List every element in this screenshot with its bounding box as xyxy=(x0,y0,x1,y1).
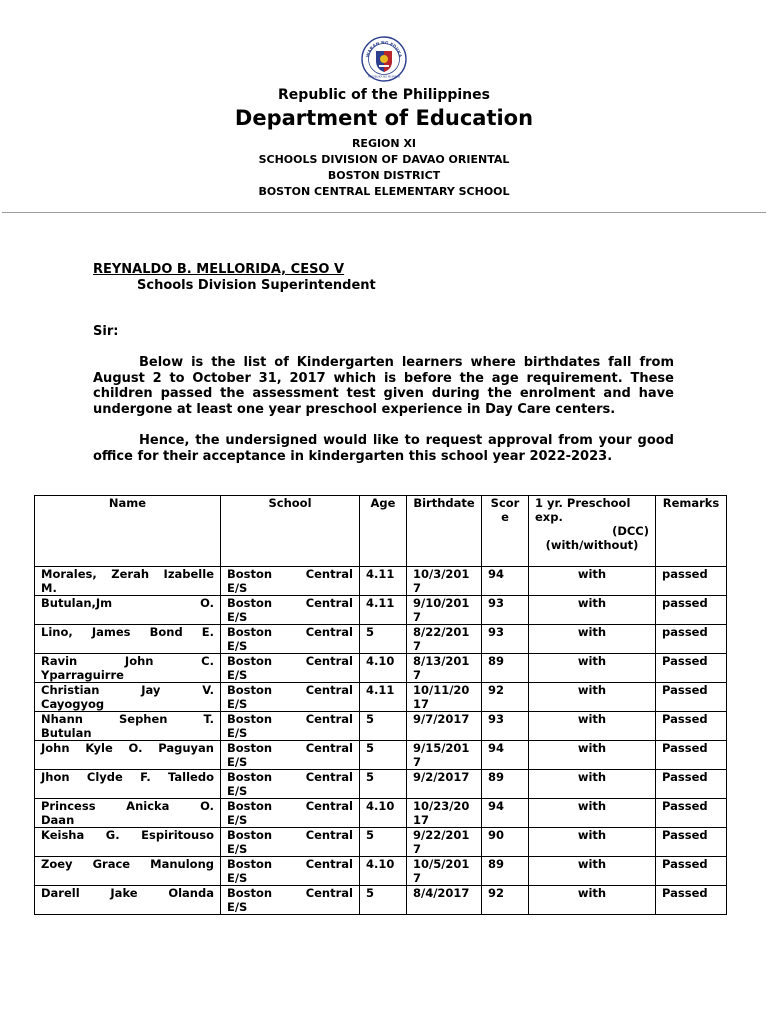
addressee-position: Schools Division Superintendent xyxy=(137,278,376,293)
age-cell: 4.10 xyxy=(360,857,407,886)
header-preschool-line3: (with/without) xyxy=(545,538,639,552)
school-cell xyxy=(221,799,360,828)
remarks-cell: passed xyxy=(656,596,727,625)
school-name-cont: E/S xyxy=(227,668,248,682)
school-name: Boston Central xyxy=(227,712,353,726)
birthdate-cell: 9/15/2017 xyxy=(407,741,482,770)
table-row xyxy=(35,828,727,857)
learner-name-cell xyxy=(35,857,221,886)
learner-name: John Kyle O. Paguyan xyxy=(41,741,214,755)
preschool-exp-cell: with xyxy=(529,625,656,654)
school-name-cont: E/S xyxy=(227,755,248,769)
header-preschool-line2: (DCC) xyxy=(612,524,649,538)
learner-name: Darell Jake Olanda xyxy=(41,886,214,900)
school-name-cont: E/S xyxy=(227,813,248,827)
learner-name: Butulan,Jm O. xyxy=(41,596,214,610)
score-cell: 93 xyxy=(482,625,529,654)
school-cell xyxy=(221,596,360,625)
table-row xyxy=(35,654,727,683)
learner-name-cell xyxy=(35,828,221,857)
learner-name-cell xyxy=(35,886,221,915)
age-cell: 4.10 xyxy=(360,654,407,683)
preschool-exp-cell: with xyxy=(529,857,656,886)
school-name: Boston Central xyxy=(227,567,353,581)
letter-paragraph-1 xyxy=(93,355,674,417)
school-cell xyxy=(221,886,360,915)
school-cell xyxy=(221,857,360,886)
score-cell: 94 xyxy=(482,799,529,828)
learner-name-cell xyxy=(35,712,221,741)
school-cell xyxy=(221,567,360,596)
header-preschool-exp xyxy=(529,496,656,567)
header-age: Age xyxy=(360,496,407,567)
age-cell: 5 xyxy=(360,712,407,741)
school-name-cont: E/S xyxy=(227,784,248,798)
preschool-exp-cell: with xyxy=(529,596,656,625)
remarks-cell: Passed xyxy=(656,828,727,857)
learner-name: Princess Anicka O. xyxy=(41,799,214,813)
school-cell xyxy=(221,625,360,654)
learner-name: Zoey Grace Manulong xyxy=(41,857,214,871)
preschool-exp-cell: with xyxy=(529,712,656,741)
learner-name-cont: Yparraguirre xyxy=(41,668,124,682)
table-row xyxy=(35,886,727,915)
score-cell: 92 xyxy=(482,683,529,712)
remarks-cell: Passed xyxy=(656,799,727,828)
score-cell: 89 xyxy=(482,770,529,799)
district-heading: BOSTON DISTRICT xyxy=(327,169,441,182)
header-name: Name xyxy=(35,496,221,567)
paragraph-2-text: Hence, the undersigned would like to request approval from your good office for their acceptance in kindergarten this school year 2022-2023. xyxy=(93,433,674,464)
birthdate-cell: 10/23/2017 xyxy=(407,799,482,828)
school-name-cont: E/S xyxy=(227,726,248,740)
learner-name-cont: Daan xyxy=(41,813,75,827)
learner-name: Christian Jay V. xyxy=(41,683,214,697)
table-row xyxy=(35,857,727,886)
header-remarks: Remarks xyxy=(656,496,727,567)
school-name-cont: E/S xyxy=(227,900,248,914)
school-heading: BOSTON CENTRAL ELEMENTARY SCHOOL xyxy=(258,185,510,198)
learner-name-cell xyxy=(35,625,221,654)
school-cell xyxy=(221,654,360,683)
school-name-cont: E/S xyxy=(227,842,248,856)
birthdate-cell: 8/4/2017 xyxy=(407,886,482,915)
age-cell: 5 xyxy=(360,625,407,654)
table-row xyxy=(35,741,727,770)
table-row xyxy=(35,683,727,712)
age-cell: 4.10 xyxy=(360,799,407,828)
remarks-cell: Passed xyxy=(656,654,727,683)
age-cell: 4.11 xyxy=(360,567,407,596)
learner-name-cont: Cayogyog xyxy=(41,697,105,711)
remarks-cell: Passed xyxy=(656,712,727,741)
age-cell: 4.11 xyxy=(360,596,407,625)
school-name: Boston Central xyxy=(227,596,353,610)
birthdate-cell: 9/2/2017 xyxy=(407,770,482,799)
learner-name-cell xyxy=(35,770,221,799)
birthdate-cell: 10/11/2017 xyxy=(407,683,482,712)
score-cell: 89 xyxy=(482,654,529,683)
remarks-cell: Passed xyxy=(656,683,727,712)
birthdate-cell: 9/22/2017 xyxy=(407,828,482,857)
paragraph-1-text: Below is the list of Kindergarten learners where birthdates fall from August 2 to October 31, 2017 which is before the age requirement. These children passed the assessment test given during the enrolment and have undergone at least one year preschool experience in Day Care centers. xyxy=(93,355,674,417)
age-cell: 5 xyxy=(360,770,407,799)
remarks-cell: Passed xyxy=(656,770,727,799)
score-cell: 93 xyxy=(482,712,529,741)
birthdate-cell: 8/22/2017 xyxy=(407,625,482,654)
school-name: Boston Central xyxy=(227,857,353,871)
remarks-cell: passed xyxy=(656,567,727,596)
header-preschool-line1: 1 yr. Preschool exp. xyxy=(535,496,631,524)
learner-name: Lino, James Bond E. xyxy=(41,625,214,639)
preschool-exp-cell: with xyxy=(529,567,656,596)
school-name: Boston Central xyxy=(227,741,353,755)
school-name: Boston Central xyxy=(227,770,353,784)
school-name: Boston Central xyxy=(227,828,353,842)
school-name-cont: E/S xyxy=(227,581,248,595)
birthdate-cell: 9/10/2017 xyxy=(407,596,482,625)
score-cell: 94 xyxy=(482,741,529,770)
school-name-cont: E/S xyxy=(227,871,248,885)
learner-name: Keisha G. Espiritouso xyxy=(41,828,214,842)
header-birthdate: Birthdate xyxy=(407,496,482,567)
table-row xyxy=(35,625,727,654)
learner-name-cell xyxy=(35,596,221,625)
salutation: Sir: xyxy=(93,324,119,339)
republic-heading: Republic of the Philippines xyxy=(278,87,490,103)
school-name: Boston Central xyxy=(227,683,353,697)
learner-name: Nhann Sephen T. xyxy=(41,712,214,726)
score-cell: 89 xyxy=(482,857,529,886)
header-divider xyxy=(2,212,766,213)
school-cell xyxy=(221,770,360,799)
remarks-cell: Passed xyxy=(656,741,727,770)
letter-paragraph-2 xyxy=(93,433,674,464)
school-name: Boston Central xyxy=(227,625,353,639)
learner-name-cell xyxy=(35,654,221,683)
learner-name: Ravin John C. xyxy=(41,654,214,668)
addressee-name: REYNALDO B. MELLORIDA, CESO V xyxy=(93,262,345,277)
table-row xyxy=(35,712,727,741)
age-cell: 5 xyxy=(360,828,407,857)
age-cell: 4.11 xyxy=(360,683,407,712)
preschool-exp-cell: with xyxy=(529,654,656,683)
score-cell: 94 xyxy=(482,567,529,596)
header-score: Score xyxy=(482,496,529,567)
school-cell xyxy=(221,828,360,857)
table-row xyxy=(35,770,727,799)
birthdate-cell: 9/7/2017 xyxy=(407,712,482,741)
department-title: Department of Education xyxy=(234,106,534,130)
table-row xyxy=(35,567,727,596)
table-header-row xyxy=(35,496,727,567)
school-name-cont: E/S xyxy=(227,697,248,711)
school-name-cont: E/S xyxy=(227,639,248,653)
score-cell: 93 xyxy=(482,596,529,625)
school-cell xyxy=(221,683,360,712)
score-cell: 92 xyxy=(482,886,529,915)
region-heading: REGION XI xyxy=(351,137,417,150)
learner-name-cont: M. xyxy=(41,581,57,595)
table-row xyxy=(35,596,727,625)
learner-name-cell xyxy=(35,741,221,770)
age-cell: 5 xyxy=(360,741,407,770)
school-name: Boston Central xyxy=(227,799,353,813)
division-heading: SCHOOLS DIVISION OF DAVAO ORIENTAL xyxy=(258,153,510,166)
remarks-cell: passed xyxy=(656,625,727,654)
learners-table xyxy=(34,495,727,915)
preschool-exp-cell: with xyxy=(529,799,656,828)
school-name-cont: E/S xyxy=(227,610,248,624)
school-name: Boston Central xyxy=(227,886,353,900)
preschool-exp-cell: with xyxy=(529,886,656,915)
seal-text: WARAN NG EDUKA xyxy=(365,39,403,58)
learner-name: Jhon Clyde F. Talledo xyxy=(41,770,214,784)
score-cell: 90 xyxy=(482,828,529,857)
learner-name: Morales, Zerah Izabelle xyxy=(41,567,214,581)
preschool-exp-cell: with xyxy=(529,741,656,770)
table-row xyxy=(35,799,727,828)
learner-name-cont: Butulan xyxy=(41,726,92,740)
learners-table-body xyxy=(35,567,727,915)
seal-motto: REPUBLIKA NG PILIPINAS xyxy=(367,75,401,79)
deped-seal-logo xyxy=(361,36,407,82)
learner-name-cell xyxy=(35,567,221,596)
age-cell: 5 xyxy=(360,886,407,915)
preschool-exp-cell: with xyxy=(529,828,656,857)
preschool-exp-cell: with xyxy=(529,683,656,712)
remarks-cell: Passed xyxy=(656,857,727,886)
birthdate-cell: 10/5/2017 xyxy=(407,857,482,886)
header-school: School xyxy=(221,496,360,567)
birthdate-cell: 10/3/2017 xyxy=(407,567,482,596)
school-cell xyxy=(221,712,360,741)
preschool-exp-cell: with xyxy=(529,770,656,799)
learner-name-cell xyxy=(35,799,221,828)
school-name: Boston Central xyxy=(227,654,353,668)
school-cell xyxy=(221,741,360,770)
birthdate-cell: 8/13/2017 xyxy=(407,654,482,683)
remarks-cell: Passed xyxy=(656,886,727,915)
learner-name-cell xyxy=(35,683,221,712)
